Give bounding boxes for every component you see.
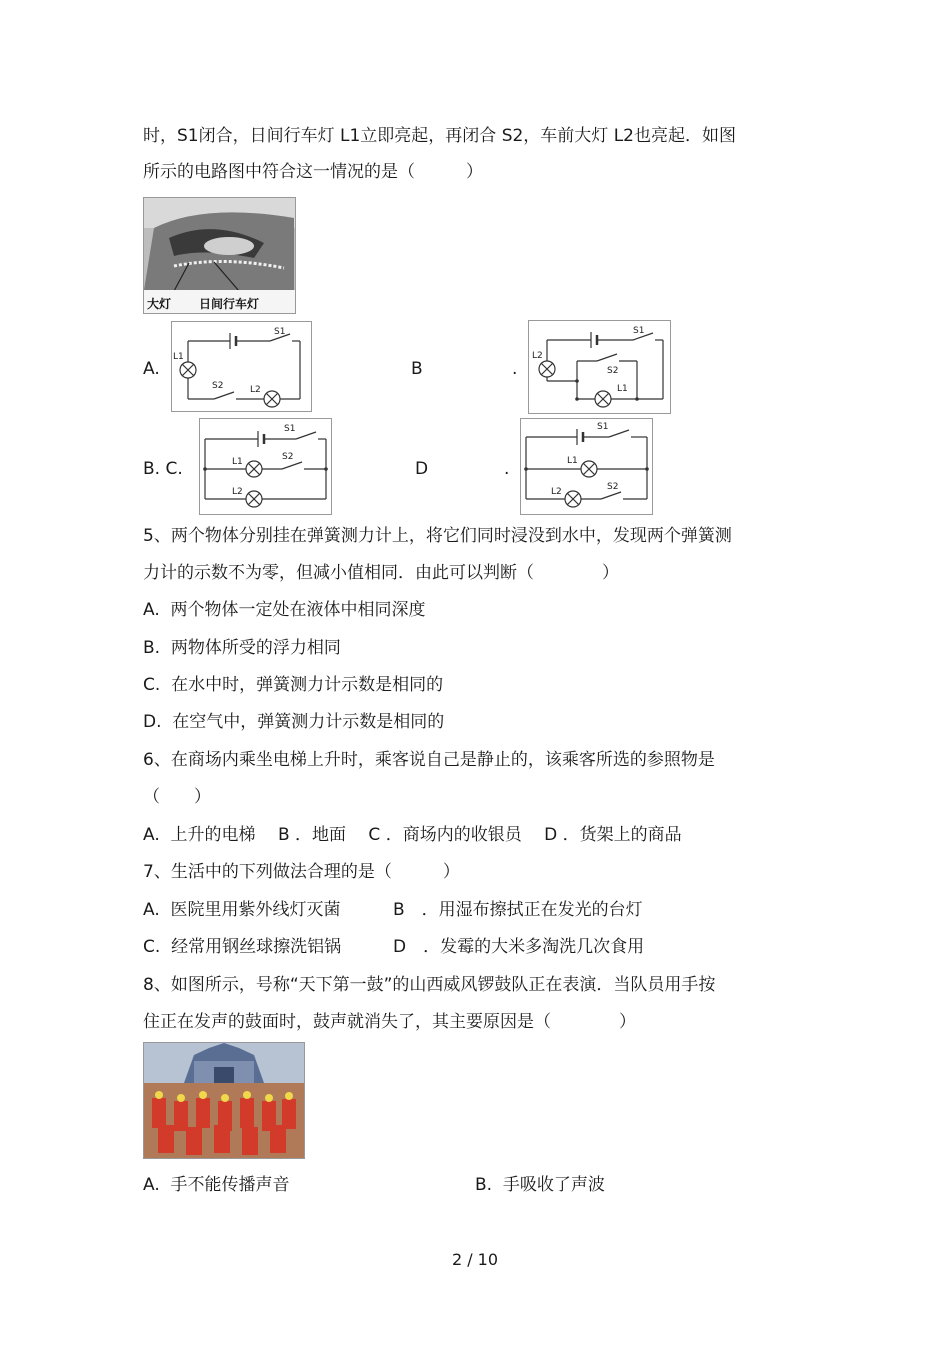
circuit-diagram-d [520,418,653,515]
q7-option-b: B ．用湿布擦拭正在发光的台灯 [393,900,643,920]
option-d-dot: . [504,459,510,479]
q8-option-b: B. 手吸收了声波 [475,1175,605,1195]
q5-option-c: C. 在水中时，弹簧测力计示数是相同的 [143,675,444,695]
drum-team-image [144,1043,304,1158]
q5-line-1: 5、两个物体分别挂在弹簧测力计上，将它们同时浸没到水中，发现两个弹簧测 [143,526,732,546]
svg-text:S2: S2 [607,366,619,376]
svg-text:S2: S2 [607,482,619,492]
svg-text:L2: L2 [232,487,243,497]
q8-option-a: A. 手不能传播声音 [143,1175,290,1195]
svg-text:L1: L1 [232,457,243,467]
q5-line-2: 力计的示数不为零，但减小值相同．由此可以判断（ ） [143,563,619,583]
svg-text:L1: L1 [567,456,578,466]
svg-text:S1: S1 [597,422,609,432]
q6-line-2: （ ） [143,787,211,807]
option-b-dot: . [512,359,518,379]
circuit-diagram-c [199,418,332,515]
q6-options: A. 上升的电梯 B ．地面 C ．商场内的收银员 D ．货架上的商品 [143,825,682,845]
car-headlight-photo [143,197,296,314]
page-number: 2 / 10 [451,1250,499,1269]
svg-text:L2: L2 [551,487,562,497]
q4-line-1: 时，S1闭合，日间行车灯 L1立即亮起，再闭合 S2，车前大灯 L2也亮起．如图 [143,126,736,146]
label-s2: S2 [212,381,224,391]
q5-option-b: B. 两物体所受的浮力相同 [143,638,341,658]
circuit-diagram-a [171,321,312,412]
svg-text:S2: S2 [282,452,294,462]
option-d-label: D [415,459,429,479]
q7-option-a: A. 医院里用紫外线灯灭菌 [143,900,341,920]
svg-text:S1: S1 [284,424,296,434]
circuit-diagram-b [528,320,671,414]
q7-option-d: D ．发霉的大米多淘洗几次食用 [393,937,645,957]
option-a-label: A. [143,359,160,379]
q7-option-c: C. 经常用钢丝球擦洗铝锅 [143,937,342,957]
q4-line-2: 所示的电路图中符合这一情况的是（ ） [143,162,483,182]
drum-team-photo [143,1042,305,1159]
q7-line-1: 7、生活中的下列做法合理的是（ ） [143,862,460,882]
svg-text:L1: L1 [617,384,628,394]
svg-text:L2: L2 [532,351,543,361]
q8-line-2: 住正在发声的鼓面时，鼓声就消失了，其主要原因是（ ） [143,1012,636,1032]
label-s1: S1 [274,327,286,337]
svg-text:S1: S1 [633,326,645,336]
q5-option-d: D. 在空气中，弹簧测力计示数是相同的 [143,712,445,732]
q5-option-a: A. 两个物体一定处在液体中相同深度 [143,600,426,620]
label-l2: L2 [250,385,261,395]
caption-daytime-light: 日间行车灯 [199,297,260,311]
caption-headlight: 大灯 [147,297,172,311]
label-l1: L1 [173,352,184,362]
option-bc-label: B. C. [143,459,183,479]
q6-line-1: 6、在商场内乘坐电梯上升时，乘客说自己是静止的，该乘客所选的参照物是 [143,750,715,770]
q8-line-1: 8、如图所示，号称“天下第一鼓”的山西威风锣鼓队正在表演．当队员用手按 [143,975,716,995]
option-b-label: B [411,359,423,379]
